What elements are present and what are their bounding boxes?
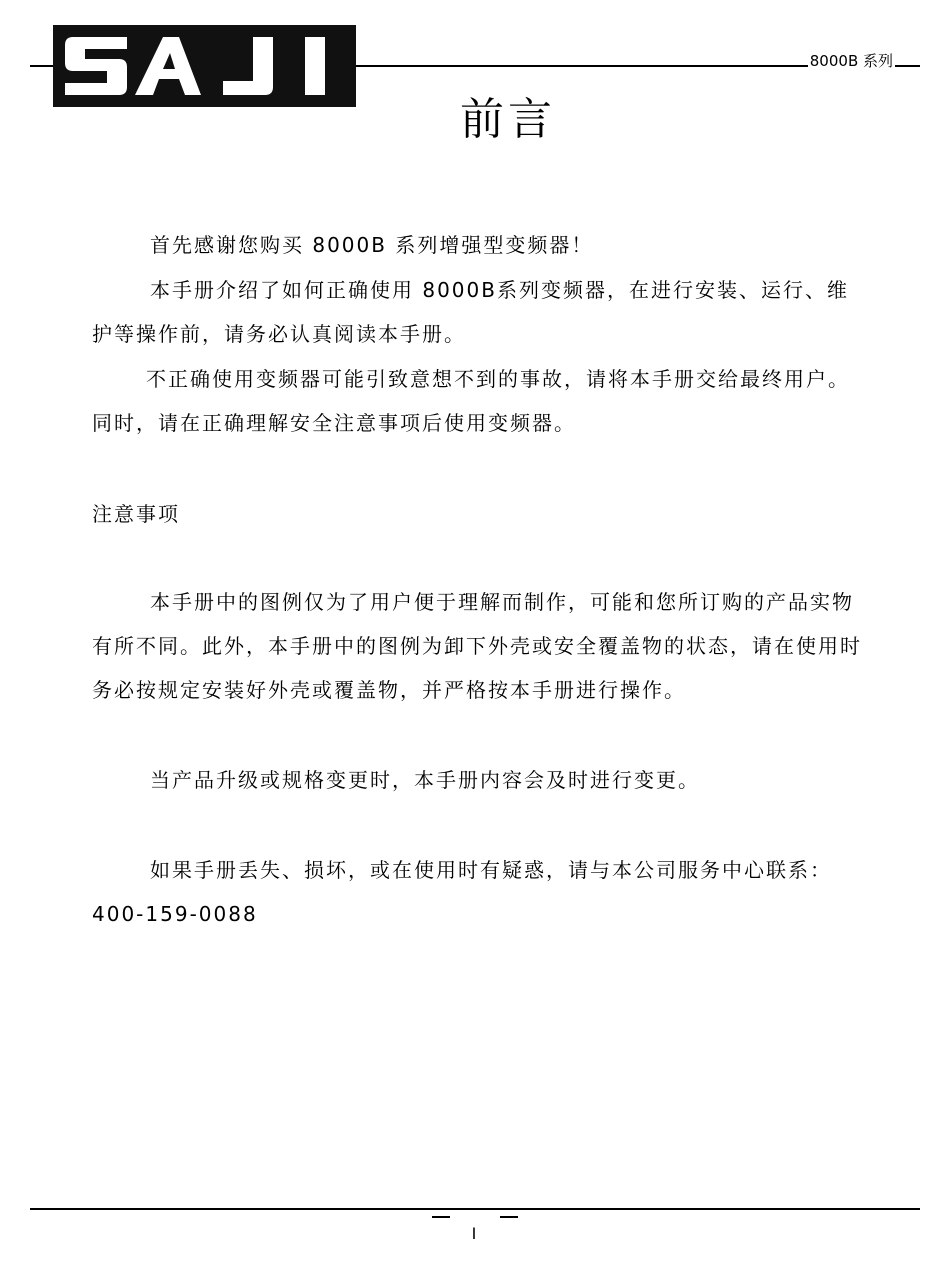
page-number-value: I (471, 1224, 479, 1243)
footer-rule (30, 1208, 920, 1210)
notice-heading: 注意事项 (92, 502, 180, 526)
paragraph-updates: 当产品升级或规格变更时，本手册内容会及时进行变更。 (150, 768, 700, 792)
paragraph-thanks: 首先感谢您购买 8000B 系列增强型变频器！ (150, 233, 594, 257)
paragraph-illustrations: 本手册中的图例仅为了用户便于理解而制作，可能和您所订购的产品实物有所不同。此外，本手册中的图例为卸下外壳或安全覆盖物的状态，请在使用时务必按规定安装好外壳或覆盖物，并严格按本手册进行操作。 (92, 590, 862, 702)
page-title: 前言 (460, 94, 556, 145)
paragraph-contact: 如果手册丢失、损坏，或在使用时有疑惑，请与本公司服务中心联系：400-159-0088 (92, 858, 832, 926)
paragraph-manual-intro: 本手册介绍了如何正确使用 8000B系列变频器，在进行安装、运行、维护等操作前，请务必认真阅读本手册。 (92, 278, 849, 346)
dash-left (432, 1216, 450, 1218)
series-label: 8000B 系列 (809, 52, 893, 70)
paragraph-misuse-warning: 不正确使用变频器可能引致意想不到的事故，请将本手册交给最终用户。同时，请在正确理解安全注意事项后使用变频器。 (92, 367, 850, 435)
dash-right (500, 1216, 518, 1218)
page-number (0, 1214, 950, 1243)
